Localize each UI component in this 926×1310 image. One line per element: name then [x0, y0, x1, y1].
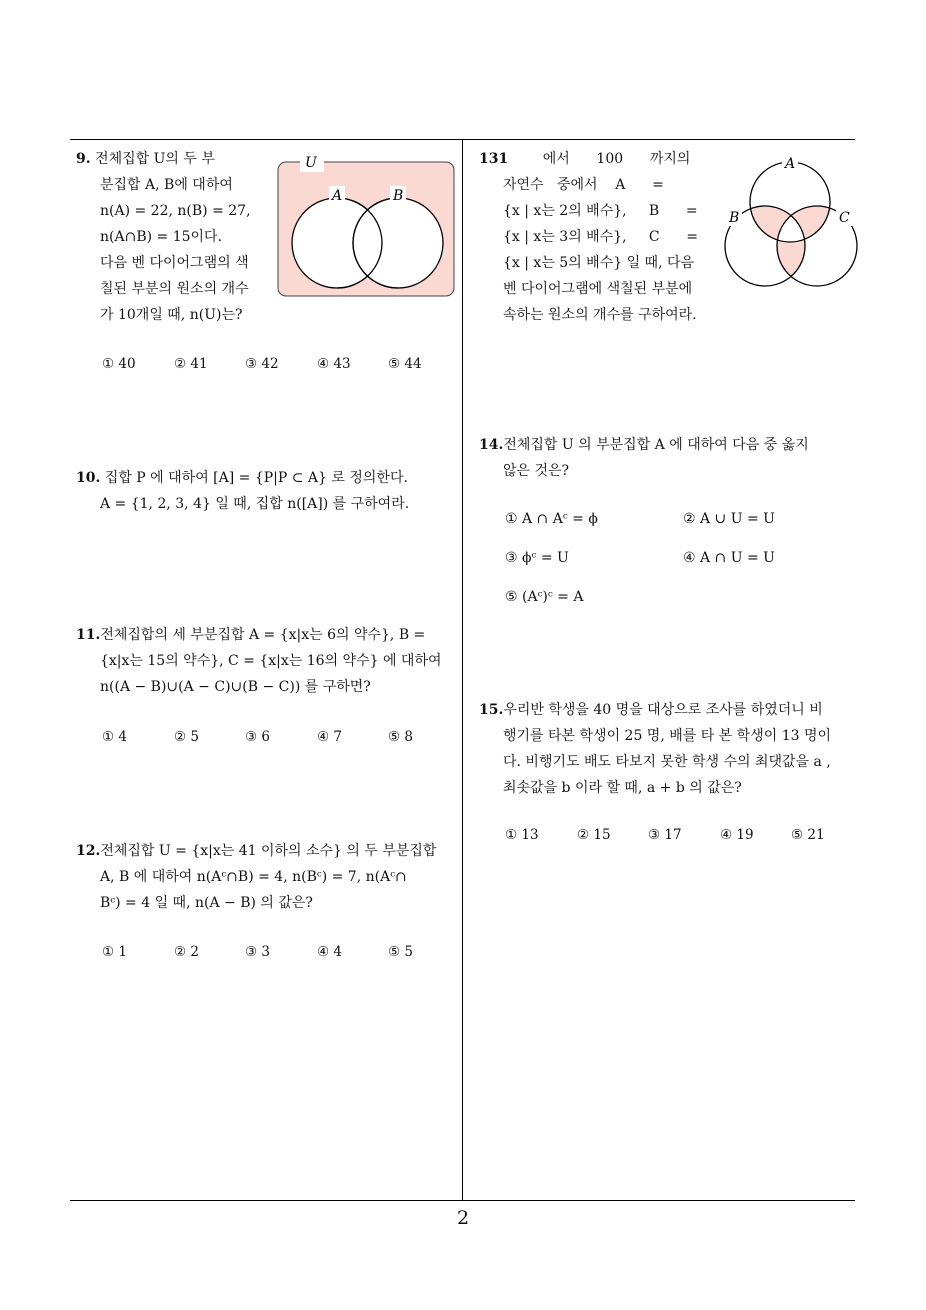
venn-diagram-three-sets — [720, 150, 862, 292]
choice-2[interactable]: ② 2 — [174, 944, 199, 960]
question-line: 다. 비행기도 배도 타보지 못한 학생 수의 최댓값을 a , — [503, 754, 831, 770]
choice-5[interactable]: ⑤ 5 — [388, 944, 413, 960]
question-line: 속하는 원소의 개수를 구하여라. — [503, 307, 697, 323]
set-b-label: B — [393, 188, 404, 204]
choice-3[interactable]: ③ ϕᶜ = U — [505, 550, 569, 566]
choice-3[interactable]: ③ 6 — [245, 729, 270, 745]
question-line: n(A∩B) = 15이다. — [100, 229, 223, 245]
choice-5[interactable]: ⑤ 8 — [388, 729, 413, 745]
choice-5[interactable]: ⑤ (Aᶜ)ᶜ = A — [505, 589, 584, 605]
question-line: n(A) = 22, n(B) = 27, — [100, 203, 251, 219]
choice-2[interactable]: ② 41 — [174, 356, 208, 372]
choice-1[interactable]: ① 13 — [505, 827, 539, 843]
question-line: 벤 다이어그램에 색칠된 부분에 — [503, 281, 693, 297]
question-line: 전체집합 U = {x|x는 41 이하의 소수} 의 두 부분집합 — [100, 843, 437, 859]
question-line: 자연수 중에서 A = — [503, 177, 664, 193]
question-line: 최솟값을 b 이라 할 때, a + b 의 값은? — [503, 780, 742, 796]
choice-1[interactable]: ① 1 — [102, 944, 127, 960]
question-line: 분집합 A, B에 대하여 — [100, 177, 233, 193]
choice-5[interactable]: ⑤ 44 — [388, 356, 422, 372]
choice-1[interactable]: ① A ∩ Aᶜ = ϕ — [505, 511, 598, 527]
question-number: 14. — [479, 437, 504, 453]
bottom-rule — [70, 1200, 855, 1201]
venn-diagram-two-sets — [272, 150, 462, 302]
choice-2[interactable]: ② 5 — [174, 729, 199, 745]
question-11 — [76, 622, 442, 700]
choice-4[interactable]: ④ A ∩ U = U — [683, 550, 775, 566]
choice-2[interactable]: ② A ∪ U = U — [683, 511, 775, 527]
question-line: 전체집합 U 의 부분집합 A 에 대하여 다음 중 옳지 — [503, 437, 809, 453]
question-line: A = {1, 2, 3, 4} 일 때, 집합 n([A]) 를 구하여라. — [100, 496, 410, 512]
question-line: 우리반 학생을 40 명을 대상으로 조사를 하였더니 비 — [503, 702, 823, 718]
question-13 — [479, 146, 698, 328]
choice-3[interactable]: ③ 17 — [648, 827, 682, 843]
set-b-label: B — [729, 210, 740, 226]
question-line: {x | x는 3의 배수}, C = — [503, 229, 698, 245]
question-line: A, B 에 대하여 n(Aᶜ∩B) = 4, n(Bᶜ) = 7, n(Aᶜ∩ — [100, 869, 407, 885]
choice-1[interactable]: ① 40 — [102, 356, 136, 372]
question-line: 가 10개일 때, n(U)는? — [100, 307, 243, 323]
question-line: 칠된 부분의 원소의 개수 — [100, 281, 249, 297]
question-line: 행기를 타본 학생이 25 명, 배를 타 본 학생이 13 명이 — [503, 728, 832, 744]
choice-4[interactable]: ④ 43 — [317, 356, 351, 372]
question-line: {x|x는 15의 약수}, C = {x|x는 16의 약수} 에 대하여 — [100, 653, 442, 669]
question-number: 9. — [76, 151, 91, 167]
question-number: 131 — [479, 151, 509, 167]
choice-4[interactable]: ④ 19 — [720, 827, 754, 843]
page-number: 2 — [456, 1207, 470, 1229]
question-line: {x | x는 2의 배수}, B = — [503, 203, 698, 219]
question-12 — [76, 838, 436, 916]
set-c-label: C — [839, 210, 850, 226]
question-number: 15. — [479, 702, 504, 718]
universe-label: U — [305, 155, 317, 171]
question-9 — [76, 146, 251, 328]
choice-5[interactable]: ⑤ 21 — [791, 827, 825, 843]
question-number: 12. — [76, 843, 101, 859]
column-divider — [462, 139, 463, 1200]
choice-4[interactable]: ④ 7 — [317, 729, 342, 745]
question-line: Bᶜ) = 4 일 때, n(A − B) 의 값은? — [100, 895, 313, 911]
question-number: 11. — [76, 627, 101, 643]
question-14 — [479, 432, 809, 484]
question-line: 않은 것은? — [503, 463, 570, 479]
question-line: 전체집합 U의 두 부 — [95, 151, 215, 167]
question-line: 집합 P 에 대하여 [A] = {P|P ⊂ A} 로 정의한다. — [104, 470, 408, 486]
choice-2[interactable]: ② 15 — [577, 827, 611, 843]
set-a-label: A — [332, 188, 343, 204]
question-15 — [479, 697, 831, 801]
question-10 — [76, 465, 409, 517]
set-a-label: A — [785, 156, 796, 172]
question-line: {x | x는 5의 배수} 일 때, 다음 — [503, 255, 695, 271]
question-line: 전체집합의 세 부분집합 A = {x|x는 6의 약수}, B = — [100, 627, 426, 643]
question-line: n((A − B)∪(A − C)∪(B − C)) 를 구하면? — [100, 679, 371, 695]
question-number: 10. — [76, 470, 101, 486]
choice-4[interactable]: ④ 4 — [317, 944, 342, 960]
choice-3[interactable]: ③ 3 — [245, 944, 270, 960]
question-line: 다음 벤 다이어그램의 색 — [100, 255, 249, 271]
choice-1[interactable]: ① 4 — [102, 729, 127, 745]
choice-3[interactable]: ③ 42 — [245, 356, 279, 372]
question-line: 에서 100 까지의 — [542, 151, 691, 167]
